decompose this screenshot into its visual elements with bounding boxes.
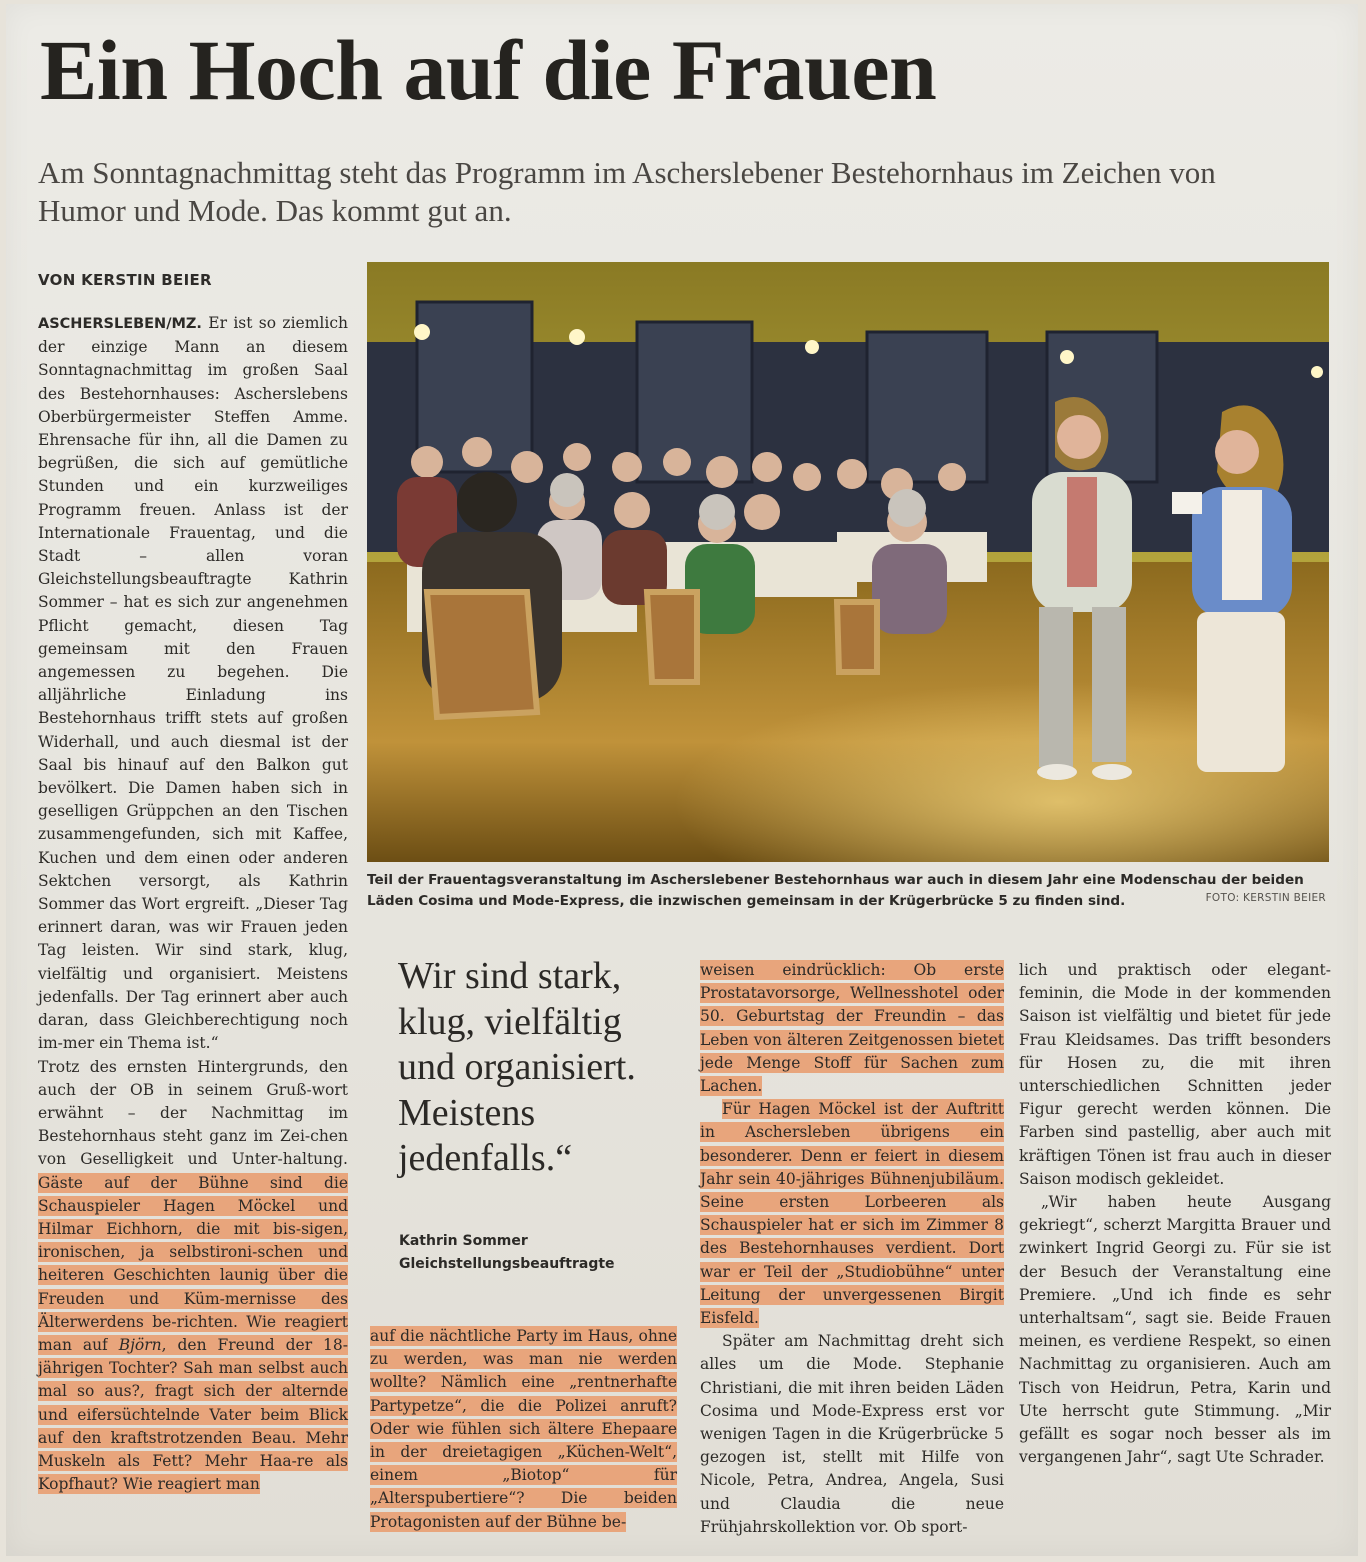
paragraph-text: „Wir haben heute Ausgang gekriegt“, scherzt Margitta Brauer und zwinkert Ingrid Georgi zu. Für sie ist der Besuch der Veranstaltung eine Premiere. „Und ich finde es sehr unterhaltsam“, sagt sie. Beide Frauen meinen, es verdiene Respekt, so einen Nachmittag zu organisieren. Auch am Tisch von Heidrun, Petra, Karin und Ute herrscht gute Stimmung. „Mir gefällt es sogar noch besser als im vergangenen Jahr“, sagt Ute Schrader. (1019, 1193, 1331, 1467)
pull-quote-attribution (399, 1230, 689, 1276)
paragraph-text: Trotz des ernsten Hintergrunds, den auch der OB in seinem Gruß-wort erwähnt – der Nachmittag im Bestehornhaus steht ganz im Zei-chen von Geselligkeit und Unter-haltung. (38, 1057, 348, 1169)
text-column-2 (370, 1325, 677, 1534)
newspaper-page (6, 4, 1358, 1556)
highlighted-text: weisen eindrücklich: Ob erste Prostatavorsorge, Wellnesshotel oder 50. Geburtstag der Freundin – das Leben von älteren Zeitgenossen bietet jede Menge Stoff für Sachen zum Lachen. (700, 961, 1004, 1096)
paragraph-text: lich und praktisch oder elegant-feminin, die Mode in der kommenden Saison ist vielfältig und bietet für jede Frau Kleidsames. Das trifft besonders für Hosen zu, die mit ihren unterschiedlichen Schnitten jeder Figur gerecht werden können. Die Farben sind pastellig, aber auch mit kräftigen Tönen ist frau auch in dieser Saison modisch gekleidet. (1019, 961, 1331, 1188)
paragraph (38, 312, 348, 1056)
highlighted-text (108, 1335, 162, 1355)
photo-caption: Teil der Frauentagsveranstaltung im Ascherslebener Bestehornhaus war auch in diesem Jahr eine Modenschau der beiden Läden Cosima und Mode-Express, die inzwischen gemeinsam in der Krügerbrücke 5 zu finden sind. (367, 872, 1304, 909)
event-photo (367, 262, 1329, 862)
highlighted-text: Für Hagen Möckel ist der Auftritt in Aschersleben übrigens ein besonderer. Denn er feiert in diesem Jahr sein 40-jähriges Bühnenjubiläum. Seine ersten Lorbeeren als Schauspieler hat er sich im Zimmer 8 des Bestehornhauses verdient. Dort war er Teil der „Studiobühne“ unter Leitung der unvergessenen Birgit Eisfeld. (700, 1100, 1004, 1328)
article-headline: Ein Hoch auf die Frauen (40, 22, 937, 118)
quote-author-role: Gleichstellungsbeauftragte (399, 1256, 615, 1272)
pull-quote: Wir sind stark, klug, vielfältig und organisiert. Meistens jedenfalls.“ (398, 955, 636, 1179)
photo-credit: FOTO: KERSTIN BEIER (1205, 892, 1326, 904)
paragraph (700, 1098, 1004, 1330)
paragraph (370, 1325, 677, 1534)
article-subheadline: Am Sonntagnachmittag steht das Programm im Ascherslebener Bestehornhaus im Zeichen von Humor und Mode. Das kommt gut an. (38, 155, 1216, 228)
paragraph (38, 1056, 348, 1497)
dateline: ASCHERSLEBEN/MZ. (38, 316, 202, 332)
highlighted-text: , den Freund der 18-jährigen Tochter? Sah man selbst auch mal so aus?, fragt sich der alternde und eifersüchtelnde Vater beim Blick auf den kraftstrotzenden Beau. Mehr Muskeln als Fett? Mehr Haa-re als Kopfhaut? Wie reagiert man (38, 1335, 348, 1494)
paragraph (700, 959, 1004, 1098)
article-byline: VON KERSTIN BEIER (38, 271, 212, 289)
italic-name: Björn (118, 1335, 162, 1354)
highlighted-text: auf die nächtliche Party im Haus, ohne zu werden, was man nie werden wollte? Nämlich eine „rentnerhafte Partypetze“, die die Polizei anruft? Oder wie fühlen sich ältere Ehepaare in der dreietagigen „Küchen-Welt“, einem „Biotop“ für „Alterspubertiere“? Die beiden Protagonisten auf der Bühne be- (370, 1327, 677, 1531)
paragraph (700, 1330, 1004, 1539)
photo-illustration (367, 262, 1329, 862)
text-column-1 (38, 312, 348, 1496)
text-column-4 (1019, 959, 1331, 1469)
paragraph-text: Später am Nachmittag dreht sich alles um die Mode. Stephanie Christiani, die mit ihren beiden Läden Cosima und Mode-Express erst vor wenigen Tagen in die Krügerbrücke 5 gezogen ist, stellt mit Hilfe von Nicole, Petra, Andrea, Angela, Susi und Claudia die neue Frühjahrskollektion vor. Ob sport- (700, 1332, 1004, 1536)
text-column-3 (700, 959, 1004, 1539)
highlighted-text: Gäste auf der Bühne sind die Schauspieler Hagen Möckel und Hilmar Eichhorn, die mit bis-sigen, ironischen, ja selbstironi-schen und heiteren Geschichten launig über die Freuden und Küm-mernisse des Älterwerdens be-richten. Wie reagiert man auf (38, 1173, 348, 1354)
quote-author-name: Kathrin Sommer (399, 1233, 528, 1249)
paragraph (1019, 959, 1331, 1191)
paragraph-text: Er ist so ziemlich der einzige Mann an diesem Sonntagnachmittag im großen Saal des Bestehornhauses: Ascherslebens Oberbürgermeister Steffen Amme. Ehrensache für ihn, all die Damen zu begrüßen, die sich auf gemütliche Stunden und ein kurzweiliges Programm freuen. Anlass ist der Internationale Frauentag, und die Stadt – allen voran Gleichstellungsbeauftragte Kathrin Sommer – hat es sich zur angenehmen Pflicht gemacht, diesen Tag gemeinsam mit den Frauen angemessen zu begehen. Die alljährliche Einladung ins Bestehornhaus trifft stets auf großen Widerhall, und auch diesmal ist der Saal bis hinauf auf den Balkon gut bevölkert. Die Damen haben sich in geselligen Grüppchen an den Tischen zusammengefunden, sich mit Kaffee, Kuchen und dem einen oder anderen Sektchen versorgt, als Kathrin Sommer das Wort ergreift. „Dieser Tag erinnert daran, was wir Frauen jeden Tag leisten. Wir sind stark, klug, vielfältig und organisiert. Meistens jedenfalls. Der Tag erinnert aber auch daran, dass Gleichberechtigung noch im-mer ein Thema ist.“ (38, 314, 348, 1053)
paragraph (1019, 1191, 1331, 1469)
